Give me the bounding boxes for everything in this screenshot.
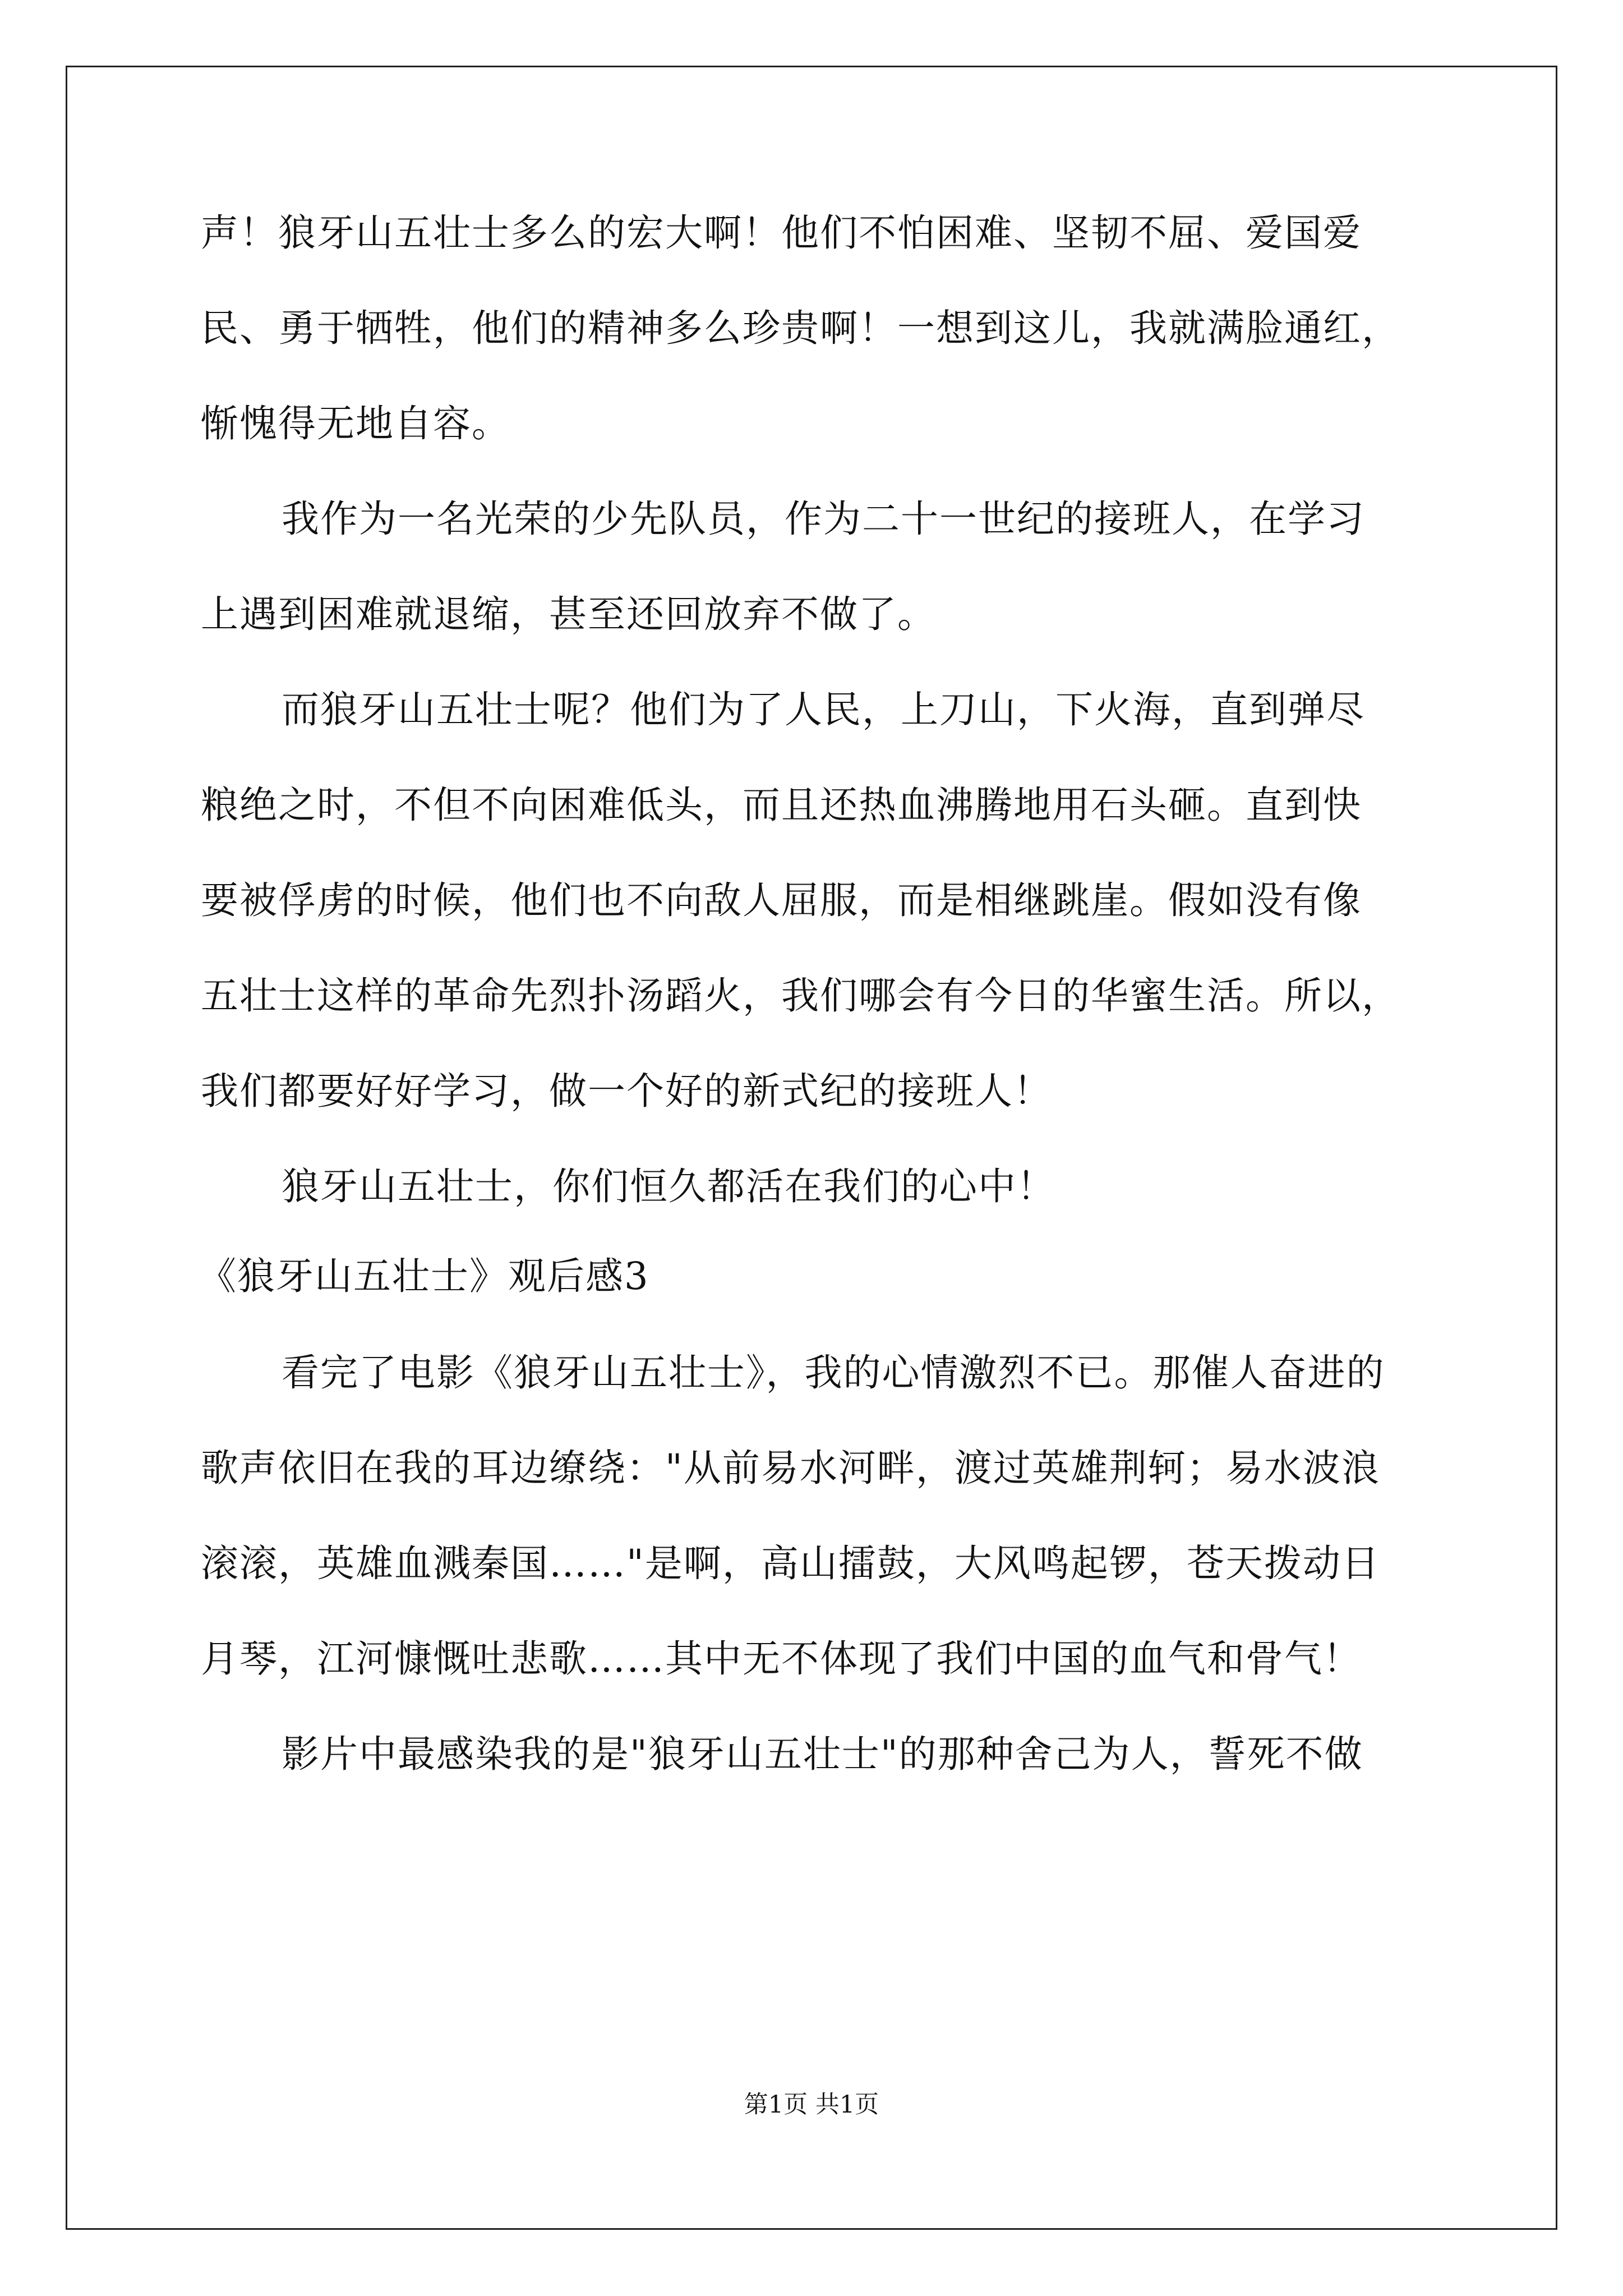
paragraph-start: 影片中最感染我的是"狼牙山五壮士"的那种舍己为人，誓死不做 [282,1732,1363,1776]
page-frame [66,66,1557,2230]
paragraph-start: 我作为一名光荣的少先队员，作为二十一世纪的接班人，在学习 [282,497,1365,541]
text-line: 滚滚，英雄血溅秦国……"是啊，高山擂鼓，大风鸣起锣，苍天拨动日 [201,1542,1380,1585]
text-line: 歌声依旧在我的耳边缭绕："从前易水河畔，渡过英雄荆轲；易水波浪 [201,1446,1380,1490]
text-line: 五壮士这样的革命先烈扑汤蹈火，我们哪会有今日的华蜜生活。所以， [201,974,1400,1018]
text-line: 声！狼牙山五壮士多么的宏大啊！他们不怕困难、坚韧不屈、爱国爱 [201,211,1362,255]
paragraph-start: 看完了电影《狼牙山五壮士》，我的心情激烈不已。那催人奋进的 [282,1351,1385,1395]
text-line: 上遇到困难就退缩，甚至还回放弃不做了。 [201,592,936,636]
section-heading: 《狼牙山五壮士》观后感3 [199,1254,649,1298]
text-line: 民、勇于牺牲，他们的精神多么珍贵啊！一想到这儿，我就满脸通红， [201,306,1400,350]
text-line: 粮绝之时，不但不向困难低头，而且还热血沸腾地用石头砸。直到快 [201,783,1362,827]
paragraph-start: 而狼牙山五壮士呢？他们为了人民，上刀山，下火海，直到弹尽 [282,688,1365,731]
text-line: 我们都要好好学习，做一个好的新式纪的接班人！ [201,1069,1052,1113]
paragraph-start: 狼牙山五壮士，你们恒久都活在我们的心中！ [282,1165,1055,1208]
text-line: 月琴，江河慷慨吐悲歌……其中无不体现了我们中国的血气和骨气！ [201,1637,1362,1681]
text-line: 要被俘虏的时候，他们也不向敌人屈服，而是相继跳崖。假如没有像 [201,878,1362,922]
text-line: 惭愧得无地自容。 [201,402,510,445]
page-footer: 第1页 共1页 [744,2091,879,2119]
